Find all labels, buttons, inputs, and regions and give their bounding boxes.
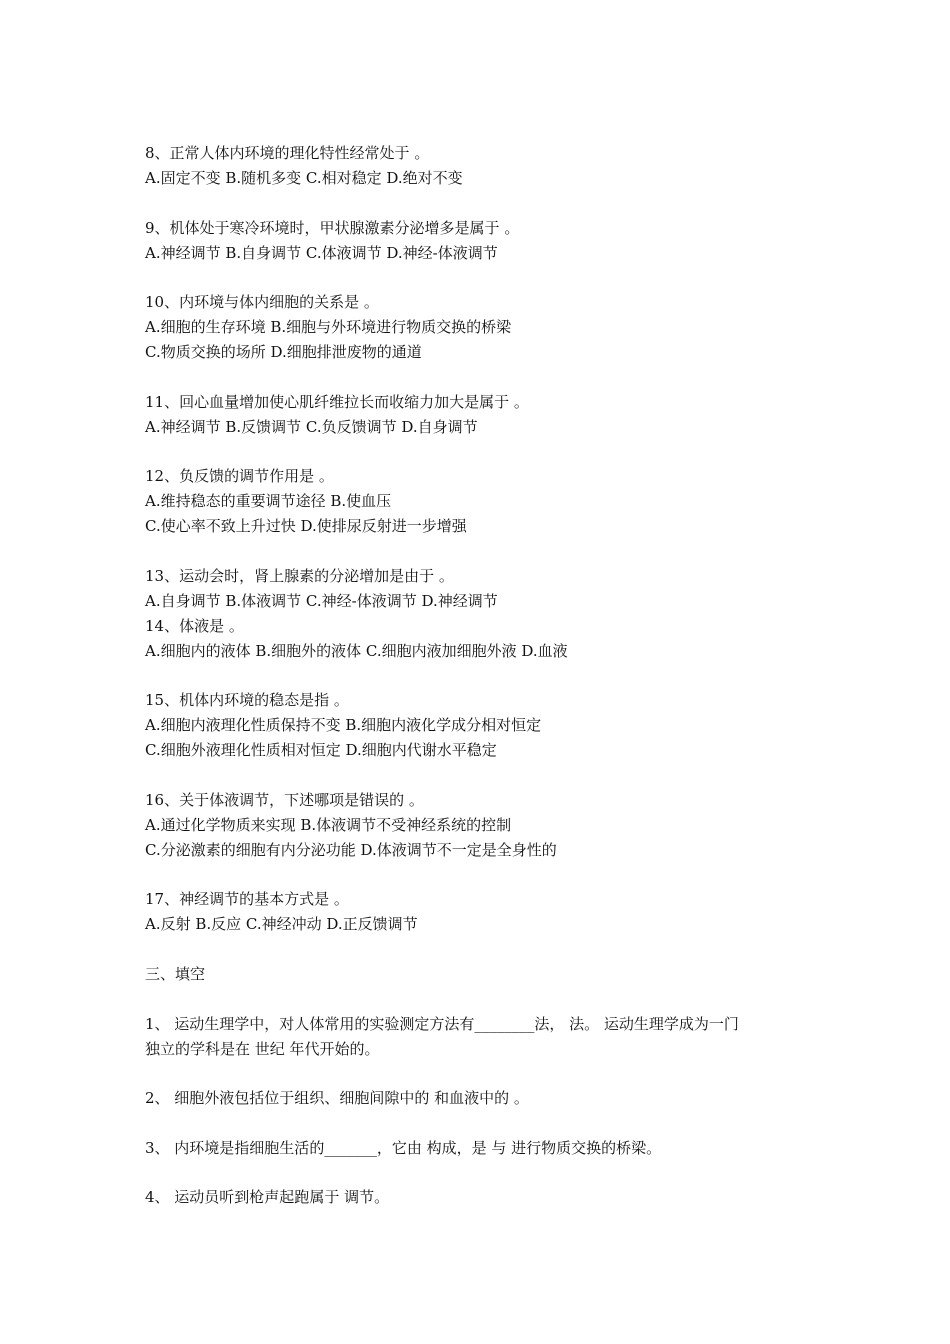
question-11-options: A.神经调节 B.反馈调节 C.负反馈调节 D.自身调节: [145, 418, 478, 436]
fill-in-3: 3、 内环境是指细胞生活的_______，它由 构成，是 与 进行物质交换的桥梁。: [145, 1139, 662, 1157]
question-9: 9、机体处于寒冷环境时，甲状腺激素分泌增多是属于 。: [145, 219, 520, 237]
question-15: 15、机体内环境的稳态是指 。: [145, 691, 349, 709]
question-9-options: A.神经调节 B.自身调节 C.体液调节 D.神经-体液调节: [145, 244, 498, 262]
question-15-options-cd: C.细胞外液理化性质相对恒定 D.细胞内代谢水平稳定: [145, 741, 497, 759]
question-8-options: A.固定不变 B.随机多变 C.相对稳定 D.绝对不变: [145, 169, 463, 187]
fill-in-1-line-2: 独立的学科是在 世纪 年代开始的。: [145, 1040, 380, 1058]
question-10-options-ab: A.细胞的生存环境 B.细胞与外环境进行物质交换的桥梁: [145, 318, 512, 336]
question-13: 13、运动会时，肾上腺素的分泌增加是由于 。: [145, 567, 454, 585]
question-10: 10、内环境与体内细胞的关系是 。: [145, 293, 379, 311]
question-13-options: A.自身调节 B.体液调节 C.神经-体液调节 D.神经调节: [145, 592, 498, 610]
question-8: 8、正常人体内环境的理化特性经常处于 。: [145, 144, 430, 162]
question-17-options: A.反射 B.反应 C.神经冲动 D.正反馈调节: [145, 915, 418, 933]
fill-in-4: 4、 运动员听到枪声起跑属于 调节。: [145, 1188, 390, 1206]
fill-in-2: 2、 细胞外液包括位于组织、细胞间隙中的 和血液中的 。: [145, 1089, 529, 1107]
question-17: 17、神经调节的基本方式是 。: [145, 890, 349, 908]
question-12: 12、负反馈的调节作用是 。: [145, 467, 334, 485]
question-12-options-cd: C.使心率不致上升过快 D.使排尿反射进一步增强: [145, 517, 467, 535]
question-12-options-ab: A.维持稳态的重要调节途径 B.使血压: [145, 492, 392, 510]
question-14: 14、体液是 。: [145, 617, 244, 635]
question-10-options-cd: C.物质交换的场所 D.细胞排泄废物的通道: [145, 343, 422, 361]
question-16-options-cd: C.分泌激素的细胞有内分泌功能 D.体液调节不一定是全身性的: [145, 841, 557, 859]
question-14-options: A.细胞内的液体 B.细胞外的液体 C.细胞内液加细胞外液 D.血液: [145, 642, 568, 660]
question-16-options-ab: A.通过化学物质来实现 B.体液调节不受神经系统的控制: [145, 816, 512, 834]
question-11: 11、回心血量增加使心肌纤维拉长而收缩力加大是属于 。: [145, 393, 529, 411]
section-heading-fill-in: 三、填空: [145, 965, 206, 983]
fill-in-1-line-1: 1、 运动生理学中，对人体常用的实验测定方法有________法， 法。 运动生理学成为一门: [145, 1015, 739, 1033]
question-15-options-ab: A.细胞内液理化性质保持不变 B.细胞内液化学成分相对恒定: [145, 716, 542, 734]
question-16: 16、关于体液调节，下述哪项是错误的 。: [145, 791, 424, 809]
